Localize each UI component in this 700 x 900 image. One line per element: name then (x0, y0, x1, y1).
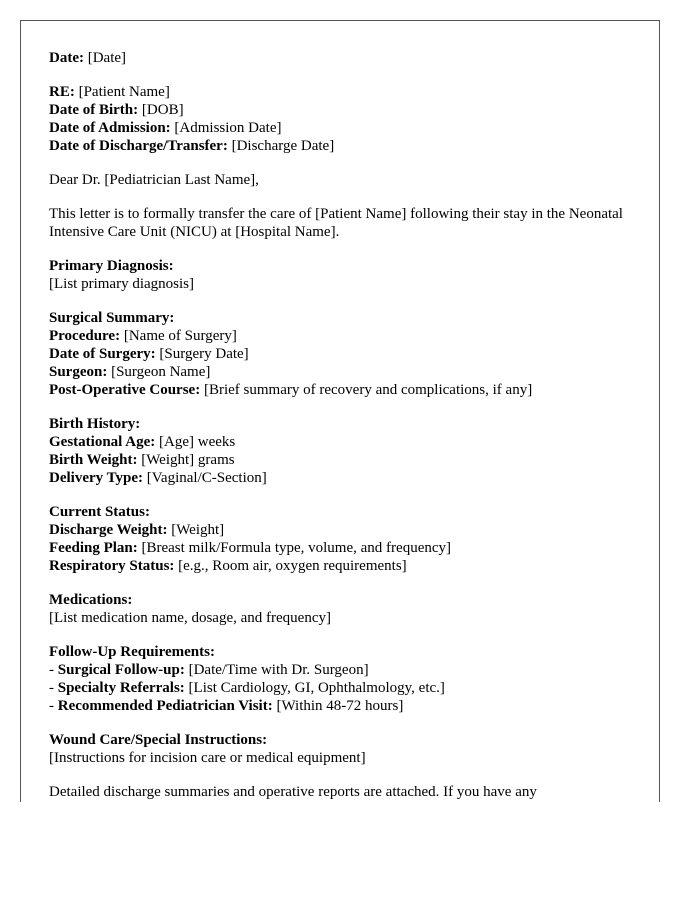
follow-up-value: [Date/Time with Dr. Surgeon] (188, 662, 369, 678)
feeding-plan-line (49, 539, 641, 557)
closing-text: Detailed discharge summaries and operative reports are attached. If you have any (49, 784, 537, 800)
birth-history-heading: Birth History: (49, 416, 141, 432)
medications-section (49, 591, 641, 627)
follow-up-label: Surgical Follow-up: (57, 662, 185, 678)
date-block (49, 49, 641, 67)
letter-page (20, 20, 660, 802)
follow-up-value: [List Cardiology, GI, Ophthalmology, etc.] (188, 680, 445, 696)
wound-care-section (49, 731, 641, 767)
surgeon-line (49, 363, 641, 381)
letter-body (49, 49, 641, 802)
primary-diagnosis-section (49, 257, 641, 293)
birth-weight-value: [Weight] grams (141, 452, 235, 468)
surgeon-label: Surgeon: (49, 364, 108, 380)
follow-up-label: Specialty Referrals: (57, 680, 185, 696)
date-line (49, 49, 641, 67)
procedure-label: Procedure: (49, 328, 121, 344)
patient-info-block (49, 83, 641, 155)
discharge-label: Date of Discharge/Transfer: (49, 138, 228, 154)
gestational-age-label: Gestational Age: (49, 434, 156, 450)
follow-up-item (49, 679, 641, 697)
dob-line (49, 101, 641, 119)
admission-label: Date of Admission: (49, 120, 171, 136)
dob-label: Date of Birth: (49, 102, 139, 118)
intro-paragraph (49, 205, 641, 241)
wound-care-text: [Instructions for incision care or medical equipment] (49, 750, 366, 766)
follow-up-item (49, 697, 641, 715)
re-label: RE: (49, 84, 75, 100)
delivery-type-line (49, 469, 641, 487)
follow-up-bullet: - (49, 662, 58, 678)
follow-up-bullet: - (49, 698, 58, 714)
re-value: [Patient Name] (78, 84, 170, 100)
discharge-weight-value: [Weight] (171, 522, 225, 538)
post-op-line (49, 381, 641, 399)
primary-diagnosis-text: [List primary diagnosis] (49, 276, 194, 292)
discharge-weight-label: Discharge Weight: (49, 522, 168, 538)
primary-diagnosis-heading: Primary Diagnosis: (49, 258, 174, 274)
discharge-weight-line (49, 521, 641, 539)
admission-line (49, 119, 641, 137)
dob-value: [DOB] (141, 102, 184, 118)
medications-heading: Medications: (49, 592, 133, 608)
discharge-line (49, 137, 641, 155)
feeding-plan-value: [Breast milk/Formula type, volume, and frequency] (141, 540, 451, 556)
follow-up-section (49, 643, 641, 715)
discharge-value: [Discharge Date] (231, 138, 335, 154)
salutation-text: Dear Dr. [Pediatrician Last Name], (49, 172, 259, 188)
delivery-type-label: Delivery Type: (49, 470, 144, 486)
respiratory-status-label: Respiratory Status: (49, 558, 175, 574)
current-status-heading: Current Status: (49, 504, 150, 520)
surgeon-value: [Surgeon Name] (111, 364, 211, 380)
surgery-date-value: [Surgery Date] (159, 346, 249, 362)
respiratory-status-line (49, 557, 641, 575)
admission-value: [Admission Date] (174, 120, 282, 136)
feeding-plan-label: Feeding Plan: (49, 540, 138, 556)
closing-paragraph (49, 783, 641, 801)
surgery-date-line (49, 345, 641, 363)
intro-text: This letter is to formally transfer the care of [Patient Name] following their stay in the Neonatal Intensive Care Unit (NICU) at [Hospital Name]. (49, 206, 623, 240)
birth-weight-label: Birth Weight: (49, 452, 138, 468)
surgical-summary-section (49, 309, 641, 399)
follow-up-bullet: - (49, 680, 58, 696)
current-status-section (49, 503, 641, 575)
procedure-value: [Name of Surgery] (123, 328, 237, 344)
surgery-date-label: Date of Surgery: (49, 346, 156, 362)
gestational-age-line (49, 433, 641, 451)
follow-up-heading: Follow-Up Requirements: (49, 644, 215, 660)
date-label: Date: (49, 50, 84, 66)
date-value: [Date] (87, 50, 127, 66)
follow-up-label: Recommended Pediatrician Visit: (57, 698, 273, 714)
procedure-line (49, 327, 641, 345)
birth-weight-line (49, 451, 641, 469)
birth-history-section (49, 415, 641, 487)
delivery-type-value: [Vaginal/C-Section] (146, 470, 267, 486)
re-line (49, 83, 641, 101)
follow-up-value: [Within 48-72 hours] (276, 698, 404, 714)
respiratory-status-value: [e.g., Room air, oxygen requirements] (178, 558, 407, 574)
post-op-label: Post-Operative Course: (49, 382, 201, 398)
surgical-summary-heading: Surgical Summary: (49, 310, 175, 326)
follow-up-item (49, 661, 641, 679)
post-op-value: [Brief summary of recovery and complications, if any] (203, 382, 533, 398)
wound-care-heading: Wound Care/Special Instructions: (49, 732, 268, 748)
medications-text: [List medication name, dosage, and frequency] (49, 610, 331, 626)
gestational-age-value: [Age] weeks (159, 434, 236, 450)
salutation (49, 171, 641, 189)
